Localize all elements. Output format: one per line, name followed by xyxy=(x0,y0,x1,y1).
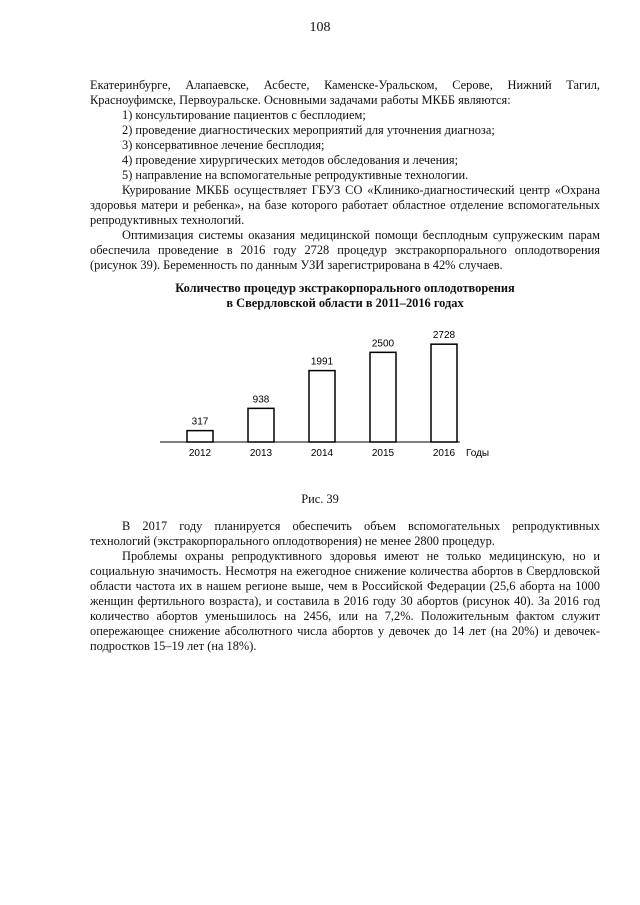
list-item: 2) проведение диагностических мероприятий для уточнения диагноза; xyxy=(122,123,495,137)
x-tick-label: 2012 xyxy=(188,448,212,459)
list-item: 4) проведение хирургических методов обследования и лечения; xyxy=(122,153,459,167)
x-tick-label: 2016 xyxy=(432,448,456,459)
paragraph-curation: Курирование МКББ осуществляет ГБУЗ СО «Клинико-диагностический центр «Охрана здоровья матери и ребенка», на базе которого работает областное отделение вспомогательных репродуктивных технологий. xyxy=(90,183,600,227)
data-label: 2500 xyxy=(371,338,395,350)
chart-title xyxy=(90,281,600,311)
x-tick-label: 2014 xyxy=(310,448,334,459)
chart-title-line-1: Количество процедур экстракорпорального оплодотворения xyxy=(175,281,515,295)
list-item: 3) консервативное лечение бесплодия; xyxy=(122,138,325,152)
top-text-block xyxy=(90,78,600,273)
paragraph-optimization: Оптимизация системы оказания медицинской помощи бесплодным супружеским парам обеспечила проведение в 2016 году 2728 процедур экстракорпорального оплодотворения (рисунок 39). Беременность по данным УЗИ зарегистрирована в 42% случаев. xyxy=(90,228,600,272)
bar xyxy=(187,431,213,442)
data-label: 2728 xyxy=(432,330,456,342)
paragraph-abortions: Проблемы охраны репродуктивного здоровья имеют не только медицинскую, но и социальную значимость. Несмотря на ежегодное снижение количества абортов в Свердловской области частота их в нашем регионе выше, чем в Российской Федерации (25,6 аборта на 1000 женщин фертильного возраста), и составила в 2016 году 30 абортов (рисунок 40). За 2016 год количество абортов уменьшилось на 2456, или на 7,2%. Положительным фактом служит опережающее снижение абсолютного числа абортов у девочек до 14 лет (на 20%) и девочек-подростков 15–19 лет (на 18%). xyxy=(90,549,600,653)
x-axis-label: Годы xyxy=(466,448,490,459)
bar xyxy=(248,408,274,442)
paragraph-plan-2017: В 2017 году планируется обеспечить объем вспомогательных репродуктивных технологий (экстракорпорального оплодотворения) не менее 2800 процедур. xyxy=(90,519,600,548)
bar xyxy=(431,344,457,442)
data-label: 317 xyxy=(191,416,209,428)
bar-chart xyxy=(160,320,500,470)
data-label: 1991 xyxy=(310,356,334,368)
x-tick-label: 2013 xyxy=(249,448,273,459)
paragraph-cities: Екатеринбурге, Алапаевске, Асбесте, Каменске-Уральском, Серове, Нижний Тагил, Красноуфимске, Первоуральске. Основными задачами работы МКББ являются: xyxy=(90,78,600,107)
list-item: 1) консультирование пациентов с бесплодием; xyxy=(122,108,366,122)
figure-caption: Рис. 39 xyxy=(301,492,339,506)
bar xyxy=(370,352,396,442)
bottom-text-block xyxy=(90,519,600,654)
x-tick-label: 2015 xyxy=(371,448,395,459)
data-label: 938 xyxy=(252,394,270,406)
list-item: 5) направление на вспомогательные репродуктивные технологии. xyxy=(122,168,469,182)
bar xyxy=(309,371,335,442)
page-number: 108 xyxy=(309,20,331,35)
chart-title-line-2: в Свердловской области в 2011–2016 годах xyxy=(226,296,464,310)
